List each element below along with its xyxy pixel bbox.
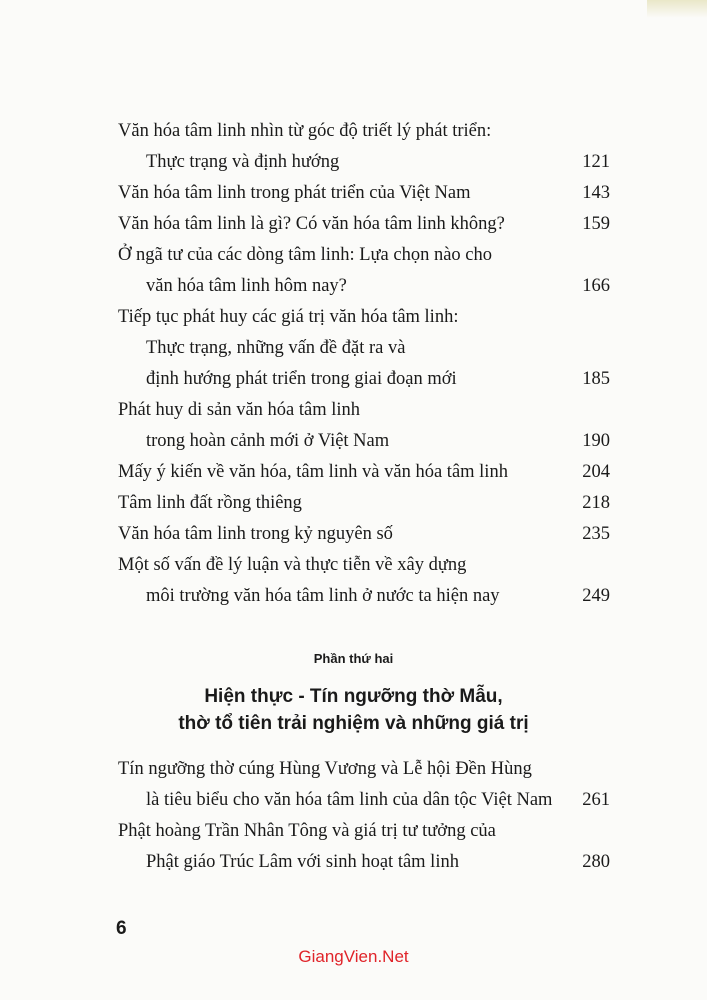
toc-entry: [0, 209, 707, 239]
toc-entry-text: Phát huy di sản văn hóa tâm linh: [118, 400, 361, 420]
toc-entry-page: 204: [582, 462, 610, 482]
toc-entry: [0, 364, 707, 394]
toc-entry-text: Mấy ý kiến về văn hóa, tâm linh và văn hóa tâm linh: [118, 462, 508, 482]
toc-entry-text: Văn hóa tâm linh trong phát triển của Việt Nam: [118, 183, 471, 203]
section-title-line1: Hiện thực - Tín ngưỡng thờ Mẫu,: [204, 686, 503, 707]
toc-entry-page: 218: [582, 493, 610, 513]
toc-entry-text: văn hóa tâm linh hôm nay?: [146, 276, 347, 296]
toc-entry-text: Tín ngưỡng thờ cúng Hùng Vương và Lễ hội Đền Hùng: [118, 759, 532, 779]
toc-entry-page: 121: [582, 152, 610, 172]
toc-entry-text: môi trường văn hóa tâm linh ở nước ta hiện nay: [146, 586, 500, 606]
toc-entry-page: 159: [582, 214, 610, 234]
toc-entry: [0, 581, 707, 611]
section-title-line2: thờ tổ tiên trải nghiệm và những giá trị: [178, 713, 529, 734]
page-number: 6: [116, 918, 127, 939]
toc-entry-text: Phật hoàng Trần Nhân Tông và giá trị tư tưởng của: [118, 821, 496, 841]
toc-entry: [0, 847, 707, 877]
toc-entry-page: 280: [582, 852, 610, 872]
toc-entry-text: Thực trạng, những vấn đề đặt ra và: [146, 338, 406, 358]
toc-entry: [0, 550, 707, 580]
toc-entry-text: Văn hóa tâm linh nhìn từ góc độ triết lý phát triển:: [118, 121, 492, 141]
toc-entry: [0, 302, 707, 332]
watermark: GiangVien.Net: [298, 947, 409, 966]
toc-entry-text: Ở ngã tư của các dòng tâm linh: Lựa chọn nào cho: [118, 245, 493, 265]
toc-entry: [0, 147, 707, 177]
toc-entry-text: Tâm linh đất rồng thiêng: [118, 493, 302, 513]
toc-entry-text: trong hoàn cảnh mới ở Việt Nam: [146, 431, 390, 451]
toc-entry: [0, 785, 707, 815]
toc-entry-page: 166: [582, 276, 610, 296]
toc-entry: [0, 395, 707, 425]
toc-entry: [0, 754, 707, 784]
toc-entry-text: Phật giáo Trúc Lâm với sinh hoạt tâm linh: [146, 852, 459, 872]
toc-entry-text: định hướng phát triển trong giai đoạn mới: [146, 369, 457, 389]
toc-entry-page: 185: [582, 369, 610, 389]
toc-entry: [0, 816, 707, 846]
toc-entry: [0, 426, 707, 456]
toc-entry-page: 190: [582, 431, 610, 451]
toc-entry: [0, 271, 707, 301]
toc-entry-text: là tiêu biểu cho văn hóa tâm linh của dân tộc Việt Nam: [146, 790, 553, 810]
toc-entry-text: Thực trạng và định hướng: [146, 152, 340, 172]
toc-entry: [0, 178, 707, 208]
toc-entry-page: 261: [582, 790, 610, 810]
toc-entry-text: Văn hóa tâm linh trong kỷ nguyên số: [118, 524, 393, 544]
toc-entry: [0, 240, 707, 270]
toc-entry-page: 235: [582, 524, 610, 544]
toc-entry-page: 143: [582, 183, 610, 203]
toc-entry-page: 249: [582, 586, 610, 606]
toc-entry: [0, 519, 707, 549]
part-label: Phần thứ hai: [313, 651, 394, 666]
page-corner-shade: [647, 0, 707, 18]
toc-entry-text: Văn hóa tâm linh là gì? Có văn hóa tâm linh không?: [118, 214, 505, 234]
toc-entry: [0, 333, 707, 363]
toc-entry: [0, 488, 707, 518]
toc-entry: [0, 457, 707, 487]
toc-entry-text: Một số vấn đề lý luận và thực tiễn về xây dựng: [118, 555, 467, 575]
toc-entry: [0, 116, 707, 146]
toc-entry-text: Tiếp tục phát huy các giá trị văn hóa tâm linh:: [118, 307, 459, 327]
